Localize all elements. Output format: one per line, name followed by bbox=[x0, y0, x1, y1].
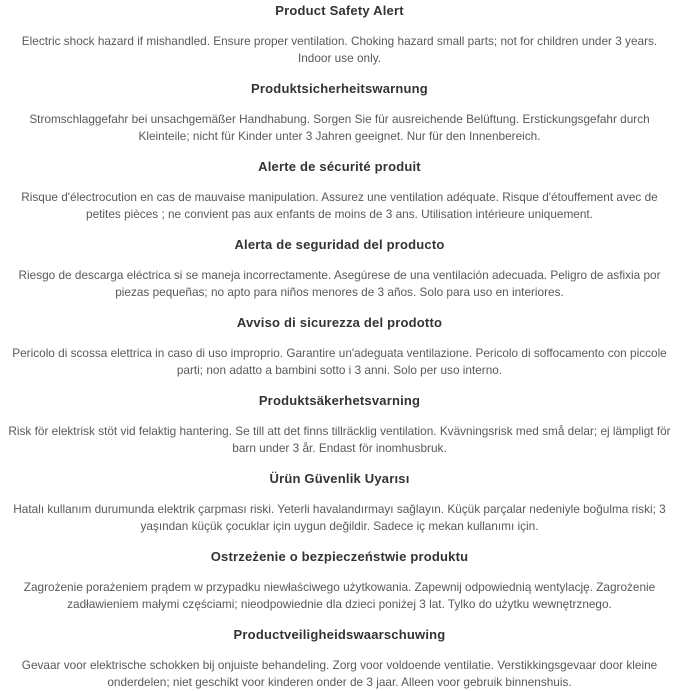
safety-section-swedish bbox=[0, 394, 679, 457]
section-heading-polish: Ostrzeżenie o bezpieczeństwie produktu bbox=[210, 549, 469, 564]
safety-body-italian: Pericolo di scossa elettrica in caso di uso improprio. Garantire un'adeguata ventilazione. Pericolo di soffocamento con piccole parti; non adatto a bambini sotto i 3 anni. Solo per uso interno. bbox=[12, 346, 667, 377]
safety-body-dutch: Gevaar voor elektrische schokken bij onjuiste behandeling. Zorg voor voldoende ventilatie. Verstikkingsgevaar door kleine onderdelen; niet geschikt voor kinderen onder de 3 jaar. Alleen voor gebruik binnenshuis. bbox=[21, 658, 658, 689]
safety-body-english: Electric shock hazard if mishandled. Ensure proper ventilation. Choking hazard small parts; not for children under 3 years. Indoor use only. bbox=[21, 34, 658, 65]
safety-section-spanish bbox=[0, 238, 679, 301]
page-title: Product Safety Alert bbox=[275, 3, 404, 18]
safety-section-italian bbox=[0, 316, 679, 379]
section-heading-spanish: Alerta de seguridad del producto bbox=[234, 237, 445, 252]
section-heading-dutch: Productveiligheidswaarschuwing bbox=[233, 627, 446, 642]
safety-section-french bbox=[0, 160, 679, 223]
safety-body-german: Stromschlaggefahr bei unsachgemäßer Handhabung. Sorgen Sie für ausreichende Belüftung. Erstickungsgefahr durch Kleinteile; nicht für Kinder unter 3 Jahren geeignet. Nur für den Innenbereich. bbox=[29, 112, 650, 143]
safety-body-spanish: Riesgo de descarga eléctrica si se maneja incorrectamente. Asegúrese de una ventilación adecuada. Peligro de asfixia por piezas pequeñas; no apto para niños menores de 3 años. Solo para uso en interiores. bbox=[18, 268, 661, 299]
section-heading-italian: Avviso di sicurezza del prodotto bbox=[236, 315, 443, 330]
safety-body-swedish: Risk för elektrisk stöt vid felaktig hantering. Se till att det finns tillräcklig ventilation. Kvävningsrisk med små delar; ej lämpligt för barn under 3 år. Endast för inomhusbruk. bbox=[8, 424, 671, 455]
safety-section-german bbox=[0, 82, 679, 145]
safety-section-polish bbox=[0, 550, 679, 613]
safety-body-polish: Zagrożenie porażeniem prądem w przypadku niewłaściwego użytkowania. Zapewnij odpowiednią wentylację. Zagrożenie zadławieniem małymi częściami; nieodpowiednie dla dzieci poniżej 3 lat. Tylko do użytku wewnętrznego. bbox=[23, 580, 656, 611]
section-heading-french: Alerte de sécurité produit bbox=[258, 159, 421, 174]
safety-body-french: Risque d'électrocution en cas de mauvaise manipulation. Assurez une ventilation adéquate. Risque d'étouffement avec de petites pièces ; ne convient pas aux enfants de moins de 3 ans. Utilisation intérieure uniquement. bbox=[21, 190, 658, 221]
safety-body-turkish: Hatalı kullanım durumunda elektrik çarpması riski. Yeterli havalandırmayı sağlayın. Küçük parçalar nedeniyle boğulma riski; 3 yaşından küçük çocuklar için uygun değildir. Sadece iç mekan kullanımı için. bbox=[13, 502, 666, 533]
safety-section-turkish bbox=[0, 472, 679, 535]
safety-section-english bbox=[0, 4, 679, 67]
safety-section-dutch bbox=[0, 628, 679, 691]
section-heading-turkish: Ürün Güvenlik Uyarısı bbox=[269, 471, 410, 486]
section-heading-swedish: Produktsäkerhetsvarning bbox=[258, 393, 421, 408]
section-heading-german: Produktsicherheitswarnung bbox=[251, 81, 428, 96]
